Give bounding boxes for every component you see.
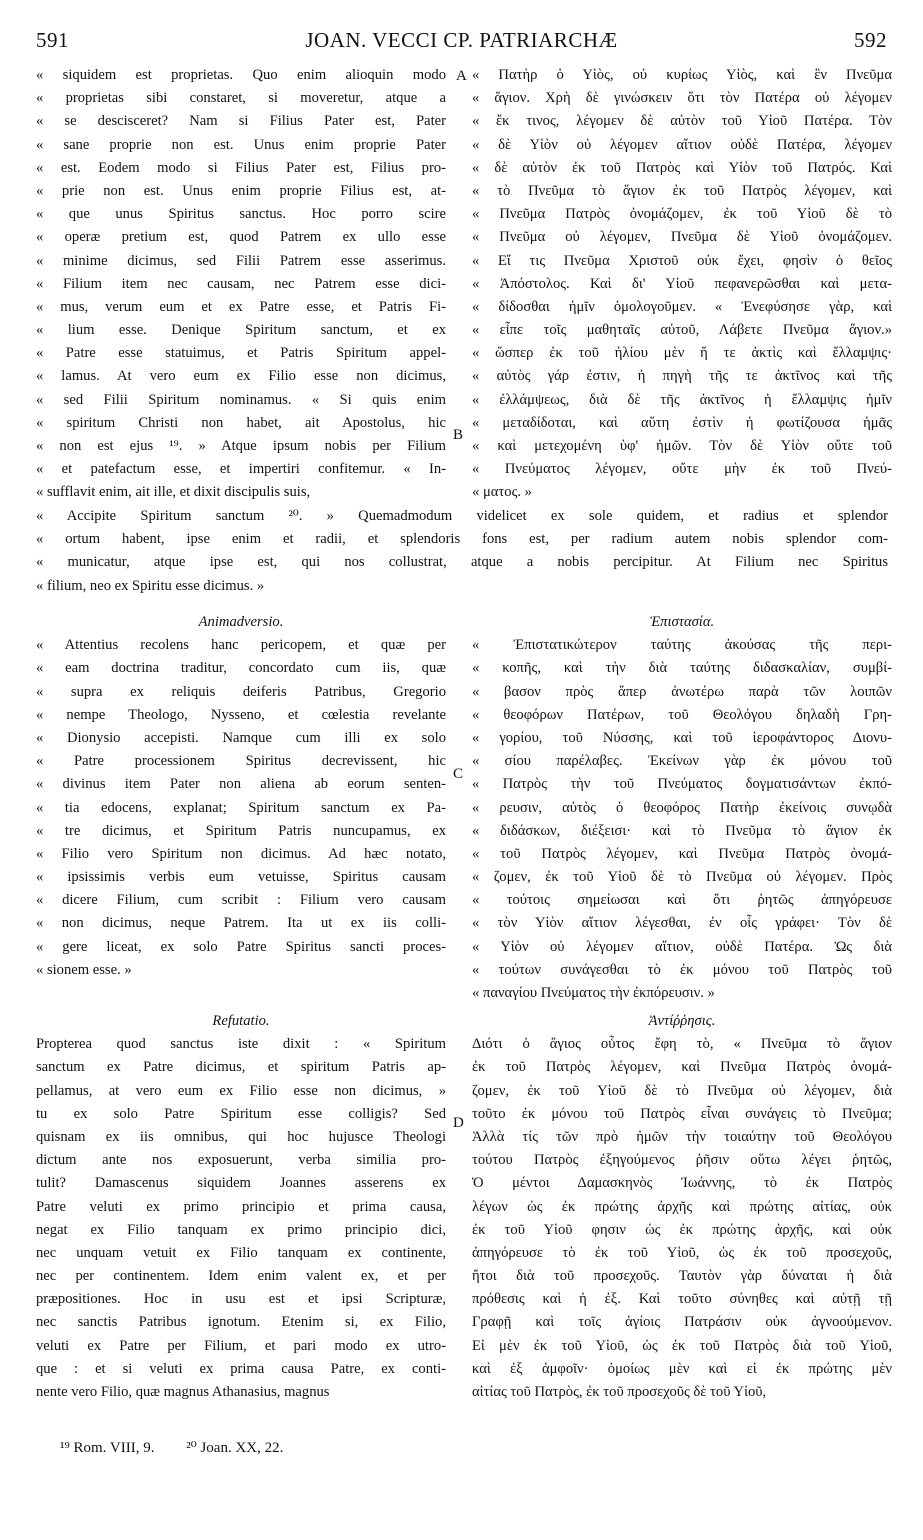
text-line: Γραφῇ καὶ τοῖς ἁγίοις Πατράσιν οὐκ ἀγνοούμενον. — [472, 1314, 892, 1331]
text-line: « τούτοις σημείωσαι καὶ ὅτι ῥητῶς ἀπηγόρευσε — [472, 892, 892, 909]
text-line: « ἐλλάμψεως, διὰ δὲ τῆς ἀκτῖνος ἡ ἔλλαμψις ἡμῖν — [472, 391, 892, 408]
text-line: « lium esse. Denique Spiritum sanctum, et ex — [36, 322, 446, 339]
text-line: λέγων ὡς ἐκ πρώτης ἀρχῆς καὶ πρώτης αἰτίας, οὐκ — [472, 1198, 892, 1215]
margin-letter-a: A — [456, 68, 467, 84]
text-line: ἀπηγόρευσε τὸ ἐκ τοῦ Υἱοῦ, ὡς ἐκ τοῦ προσεχοῦς, — [472, 1244, 892, 1261]
text-line: « Πνεῦμα Πατρὸς ὀνομάζομεν, ἐκ τοῦ Υἱοῦ δὲ τὸ — [472, 206, 892, 223]
text-line: « se descisceret? Nam si Filius Pater est, Pater — [36, 113, 446, 130]
text-line: « ipsissimis verbis eum vetuisse, Spiritus causam — [36, 869, 446, 886]
footnotes — [60, 1438, 311, 1457]
text-line: « proprietas sibi constaret, si moveretur, atque a — [36, 90, 446, 107]
margin-letter-c: C — [453, 766, 464, 782]
text-line: « dicere Filium, cum scribit : Filium vero causam — [36, 892, 446, 909]
text-line: ἐκ τοῦ Υἱοῦ φησιν ὡς ἐκ πρώτης ἀρχῆς, καὶ οὐκ — [472, 1221, 892, 1238]
text-line: « Attentius recolens hanc pericopem, et quæ per — [36, 637, 446, 654]
text-line: nec per continentem. Idem enim valent ex, et per — [36, 1268, 446, 1285]
text-line: « βασον πρὸς ἅπερ ἀνωτέρω παρὰ τῶν λοιπῶν — [472, 683, 892, 700]
animadversio-section — [36, 611, 446, 982]
text-line: « τοῦ Πατρὸς λέγομεν, καὶ Πνεῦμα Πατρὸς ὀνομά- — [472, 845, 892, 862]
text-line: « τούτων συνάγεσθαι τὸ ἐκ μόνου τοῦ Πατρὸς τοῦ — [472, 961, 892, 978]
text-line: « ματος. » — [472, 484, 532, 501]
footnote-19: ¹⁹ Rom. VIII, 9. — [60, 1440, 155, 1456]
text-line: « Filium item nec causam, nec Patrem esse dici- — [36, 275, 446, 292]
antirrhesis-heading: Ἀντίῤῥησις. — [648, 1013, 716, 1029]
running-title: JOAN. VECCI CP. PATRIARCHÆ — [305, 28, 618, 52]
text-line: « Ἀπόστολος. Καὶ δι' Υἱοῦ πεφανερῶσθαι καὶ μετα- — [472, 275, 892, 292]
text-line: « Patre processionem Spiritus decrevissent, hic — [36, 753, 446, 770]
text-line: « operæ pretium est, quod Patrem ex ullo esse — [36, 229, 446, 246]
page-number-left: 591 — [36, 28, 69, 52]
text-line: τούτου Πατρὸς ἐξηγούμενος ῥῆσιν οὕτω λέγει ῥητῶς, — [472, 1152, 892, 1169]
text-line: « Patre esse statuimus, et Patris Spiritum appel- — [36, 345, 446, 362]
text-line: « tia edocens, explanat; Spiritum sanctum ex Pa- — [36, 799, 446, 816]
text-line: « filium, neo ex Spiritu esse dicimus. » — [36, 577, 265, 594]
text-line: ζομεν, ἐκ τοῦ Υἱοῦ δὲ τὸ Πνεῦμα οὐ λέγομεν, διὰ — [472, 1082, 892, 1099]
text-line: « ρευσιν, αὐτὸς ὁ θεοφόρος Πατὴρ ἐκείνοις συνῳδὰ — [472, 799, 892, 816]
text-line: Ὁ μέντοι Δαμασκηνὸς Ἰωάννης, τὸ ἐκ Πατρὸς — [472, 1175, 892, 1192]
text-line: « τὸ Πνεῦμα τὸ ἅγιον ἐκ τοῦ Πατρὸς λέγομεν, καὶ — [472, 182, 892, 199]
running-header — [36, 28, 887, 58]
margin-letter-d: D — [453, 1115, 464, 1131]
text-line: « spiritum Christi non habet, ait Apostolus, hic — [36, 414, 446, 431]
text-line: tulit? Damascenus siquidem Joannes asserens ex — [36, 1175, 446, 1192]
text-line: dictum ante nos exposuerunt, verba similia pro- — [36, 1152, 446, 1169]
text-line: « Ἐπιστατικώτερον ταύτης ἀκούσας τῆς περι- — [472, 637, 892, 654]
animadversio-heading: Animadversio. — [198, 614, 284, 630]
text-line: « διδάσκων, διέξεισι· καὶ τὸ Πνεῦμα τὸ ἅγιον ἐκ — [472, 822, 892, 839]
text-line: Propterea quod sanctus iste dixit : « Spiritum — [36, 1036, 446, 1053]
text-line: « gere liceat, ex solo Patre Spiritus sancti proces- — [36, 938, 446, 955]
text-line: « Dionysio accepisti. Namque cum illi ex solo — [36, 729, 446, 746]
text-line: « αὐτὸς γάρ ἐστιν, ἡ πηγὴ τῆς τε ἀκτῖνος καὶ τῆς — [472, 368, 892, 385]
text-line: præpositiones. Hoc in usu est et ipsi Scripturæ, — [36, 1291, 446, 1308]
text-line: ἐκ τοῦ Πατρὸς λέγομεν, καὶ Πνεῦμα Πατρὸς ὀνομά- — [472, 1059, 892, 1076]
text-line: que : et si veluti ex prima causa Patre, ex conti- — [36, 1360, 446, 1377]
text-line: « δὲ αὐτὸν ἐκ τοῦ Πατρὸς καὶ Υἱὸν τοῦ Πατρός. Καὶ — [472, 159, 892, 176]
text-line: « siquidem est proprietas. Quo enim alioquin modo — [36, 67, 446, 83]
text-line: « non est ejus ¹⁹. » Atque ipsum nobis per Filium — [36, 438, 446, 454]
text-line: Εἰ μὲν ἐκ τοῦ Υἱοῦ, ὡς ἐκ τοῦ Πατρὸς διὰ τοῦ Υἱοῦ, — [472, 1337, 892, 1354]
text-line: « mus, verum eum et ex Patre esse, et Patris Fi- — [36, 298, 446, 315]
text-line: pellamus, at vero eum ex Filio esse non dicimus, » — [36, 1082, 446, 1099]
text-line: nente vero Filio, quæ magnus Athanasius, magnus — [36, 1384, 330, 1400]
text-line: « ἔκ τινος, λέγομεν δὲ αὐτὸν τοῦ Υἱοῦ Πατέρα. Τὸν — [472, 113, 892, 130]
text-line: « Πνεῦμα οὐ λέγομεν, Πνεῦμα δὲ Υἱοῦ ὀνομάζομεν. — [472, 229, 892, 246]
footnote-20: ²⁰ Joan. XX, 22. — [186, 1440, 284, 1456]
text-line: καὶ ἐξ ἀμφοῖν· ὁμοίως μὲν καὶ εἰ ἐκ πρώτης μὲν — [472, 1360, 892, 1377]
text-line: « nempe Theologo, Nysseno, et cœlestia revelante — [36, 706, 446, 723]
greek-column-top — [472, 64, 892, 505]
text-line: « Accipite Spiritum sanctum ²⁰. » Quemadmodum videlicet ex sole quidem, et radius et splendor — [36, 508, 888, 524]
text-line: nec sanctis Patribus ignotum. Etenim si, ex Filio, — [36, 1314, 446, 1331]
text-line: « κοπῆς, καὶ τὴν διὰ ταύτης διδασκαλίαν, συμβί- — [472, 660, 892, 677]
text-line: « Πνεύματος λέγομεν, οὔτε μὴν ἐκ τοῦ Πνεύ- — [472, 461, 892, 478]
refutatio-heading: Refutatio. — [212, 1013, 270, 1029]
text-line: « δίδοσθαι ἡμῖν ὁμολογοῦμεν. « Ἐνεφύσησε γὰρ, καὶ — [472, 298, 892, 315]
text-line: veluti ex Patre per Filium, et pari modo ex utro- — [36, 1337, 446, 1354]
text-line: « Υἱὸν οὐ λέγομεν αἴτιον, οὐδὲ Πατέρα. Ὡς διὰ — [472, 938, 892, 955]
text-line: τοῦτο ἐκ μόνου τοῦ Πατρὸς εἶναι συνάγεις τὸ Πνεῦμα; — [472, 1105, 892, 1122]
text-line: « prie non est. Unus enim proprie Filius est, at- — [36, 182, 446, 199]
text-line: αἰτίας τοῦ Πατρὸς, ἐκ τοῦ προσεχοῦς δὲ τοῦ Υἱοῦ, — [472, 1384, 767, 1400]
text-line: « eam doctrina traditur, concordato cum iis, quæ — [36, 660, 446, 677]
text-line: « sionem esse. » — [36, 961, 132, 978]
text-line: negat ex Filio tanquam ex primo principio dici, — [36, 1221, 446, 1238]
text-line: « εἶπε τοῖς μαθηταῖς αὐτοῦ, Λάβετε Πνεῦμα ἅγιον.» — [472, 322, 892, 339]
epistasia-section — [472, 611, 892, 1005]
text-line: nec unquam vetuit ex Filio tanquam ex continente, — [36, 1244, 446, 1261]
text-line: « Πατὴρ ὁ Υἱὸς, οὐ κυρίως Υἱὸς, καὶ ἓν Πνεῦμα — [472, 67, 892, 83]
text-line: « sed Filii Spiritum nominamus. « Si quis enim — [36, 391, 446, 408]
text-line: « divinus item Pater non aliena ab eorum senten- — [36, 776, 446, 793]
text-line: πρόθεσις καὶ ἡ ἐξ. Καὶ τοῦτο σύνηθες καὶ αὐτῇ τῇ — [472, 1291, 892, 1308]
text-line: « δὲ Υἱὸν οὐ λέγομεν αἴτιον οὐδὲ Πατέρα, λέγομεν — [472, 136, 892, 153]
text-line: « ortum habent, ipse enim et radii, et splendoris fons est, per radium autem nobis splendor com- — [36, 531, 888, 548]
text-line: « sane proprie non est. Unus enim proprie Pater — [36, 136, 446, 153]
text-line: Διότι ὁ ἅγιος οὗτος ἔφη τὸ, « Πνεῦμα τὸ ἅγιον — [472, 1036, 892, 1053]
margin-letter-b: B — [453, 427, 464, 443]
text-line: « minime dicimus, sed Filii Patrem esse asserimus. — [36, 252, 446, 269]
latin-column-top — [36, 64, 446, 505]
page-number-right: 592 — [854, 28, 887, 52]
text-line: « municatur, atque ipse est, qui nos collustrat, atque a nobis percipitur. At Filium nec Spiritus — [36, 554, 888, 571]
text-line: « μεταδίδοται, καὶ αὕτη ἐστὶν ἡ φωτίζουσα ἡμᾶς — [472, 414, 892, 431]
text-line: ἤτοι διὰ τοῦ προσεχοῦς. Ταυτὸν γὰρ δύναται ἡ διὰ — [472, 1268, 892, 1285]
text-line: « tre dicimus, et Spiritum Patris nuncupamus, ex — [36, 822, 446, 839]
full-width-text — [36, 505, 888, 598]
text-line: « supra ex reliquis deiferis Patribus, Gregorio — [36, 683, 446, 700]
text-line: « non dicimus, neque Patrem. Ita ut ex iis colli- — [36, 915, 446, 932]
text-line: « τὸν Υἱὸν αἴτιον λέγεσθαι, ἐν οἷς γράφει· Τὸν δὲ — [472, 915, 892, 932]
text-line: « sufflavit enim, ait ille, et dixit discipulis suis, — [36, 484, 311, 501]
text-line: « γορίου, τοῦ Νύσσης, καὶ τοῦ ἱεροφάντορος Διονυ- — [472, 729, 892, 746]
text-line: Ἀλλὰ τίς τῶν πρὸ ἡμῶν τὴν τοιαύτην τοῦ Θεολόγου — [472, 1128, 892, 1145]
text-line: tu ex solo Patre Spiritum esse colligis? Sed — [36, 1105, 446, 1122]
text-line: « ἅγιον. Χρὴ δὲ γινώσκειν ὅτι τὸν Πατέρα οὐ λέγομεν — [472, 90, 892, 107]
text-line: « est. Eodem modo si Filius Pater est, Filius pro- — [36, 159, 446, 176]
text-line: « σίου παρέλαβες. Ἐκείνων γὰρ ἐκ μόνου τοῦ — [472, 753, 892, 770]
text-line: « que unus Spiritus sanctus. Hoc porro scire — [36, 206, 446, 223]
text-line: « θεοφόρων Πατέρων, τοῦ Θεολόγου δηλαδὴ Γρη- — [472, 706, 892, 723]
text-line: « et patefactum esse, et impertiri confitemur. « In- — [36, 461, 446, 478]
text-line: « Εἴ τις Πνεῦμα Χριστοῦ οὐκ ἔχει, φησὶν ὁ θεῖος — [472, 252, 892, 269]
text-line: « παναγίου Πνεύματος τὴν ἐκπόρευσιν. » — [472, 985, 715, 1001]
text-line: « καὶ μετεχομένη ὑφ' ἡμῶν. Τὸν δὲ Υἱὸν οὔτε τοῦ — [472, 438, 892, 454]
text-line: « ζομεν, ἐκ τοῦ Υἱοῦ δὲ τὸ Πνεῦμα οὐ λέγομεν. Πρὸς — [472, 869, 892, 886]
text-line: « Πατρὸς τὴν τοῦ Πνεύματος δογματισάντων ἐκπό- — [472, 776, 892, 793]
epistasia-heading: Ἐπιστασία. — [649, 614, 715, 630]
text-line: « Filio vero Spiritum non dicimus. Ad hæc notato, — [36, 845, 446, 862]
text-line: quisnam ex iis omnibus, qui hoc hujusce Theologi — [36, 1128, 446, 1145]
text-line: Patre veluti ex primo principio et prima causa, — [36, 1198, 446, 1215]
text-line: « ὥσπερ ἐκ τοῦ ἡλίου μὲν ἥ τε ἀκτὶς καὶ ἔλλαμψις· — [472, 345, 892, 362]
antirrhesis-section — [472, 1010, 892, 1404]
text-line: sanctum ex Patre dicimus, et spiritum Patris ap- — [36, 1059, 446, 1076]
refutatio-section — [36, 1010, 446, 1404]
text-line: « lamus. At vero eum ex Filio esse non dicimus, — [36, 368, 446, 385]
